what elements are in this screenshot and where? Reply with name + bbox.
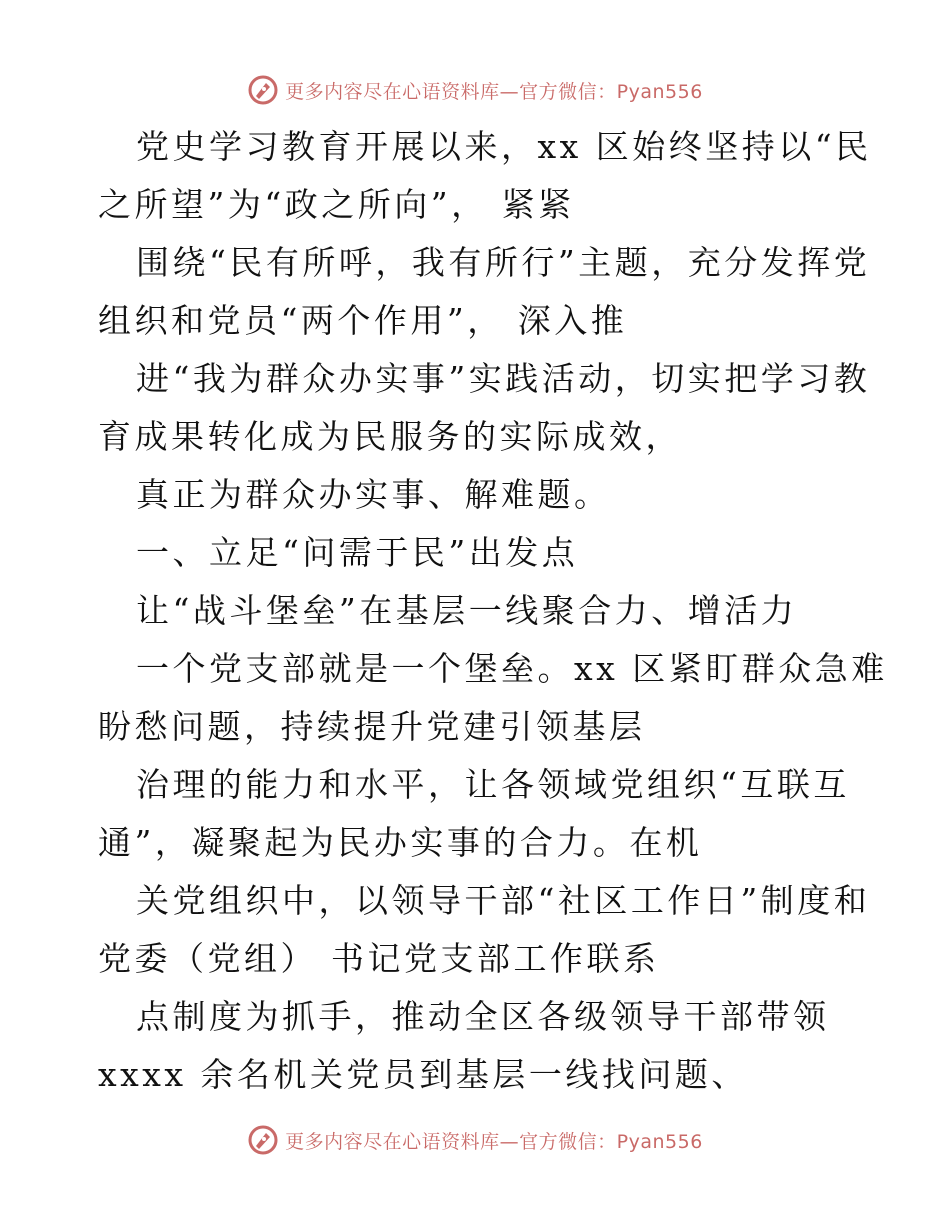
text-line: 治理的能力和水平，让各领域党组织“互联互 — [136, 765, 850, 804]
header-watermark — [0, 70, 950, 110]
text-line: 组织和党员“两个作用”， 深入推 — [98, 301, 628, 340]
text-line: 真正为群众办实事、解难题。 — [136, 475, 611, 514]
text-line: 育成果转化成为民服务的实际成效， — [98, 417, 682, 456]
text-line: 之所望”为“政之所向”， 紧紧 — [98, 185, 575, 224]
text-line: 党史学习教育开展以来，xx 区始终坚持以“民 — [136, 127, 872, 166]
watermark-text: 更多内容尽在心语资料库—官方微信：Pyan556 — [285, 1130, 703, 1153]
text-line: 进“我为群众办实事”实践活动，切实把学习教 — [136, 359, 871, 398]
text-line: 点制度为抓手，推动全区各级领导干部带领 — [136, 997, 830, 1036]
text-line: 盼愁问题，持续提升党建引领基层 — [98, 707, 646, 746]
text-line: 通”，凝聚起为民办实事的合力。在机 — [98, 823, 703, 862]
pen-nib-logo-icon — [247, 1124, 279, 1156]
text-line: 围绕“民有所呼，我有所行”主题，充分发挥党 — [136, 243, 871, 282]
watermark-text: 更多内容尽在心语资料库—官方微信：Pyan556 — [285, 80, 703, 103]
footer-watermark — [0, 1120, 950, 1160]
section-subheading: 让“战斗堡垒”在基层一线聚合力、增活力 — [136, 591, 798, 630]
text-line: 党委（党组） 书记党支部工作联系 — [98, 939, 660, 978]
text-line: 关党组织中，以领导干部“社区工作日”制度和 — [136, 881, 871, 920]
text-line: 一个党支部就是一个堡垒。xx 区紧盯群众急难 — [136, 649, 888, 688]
section-heading: 一、立足“问需于民”出发点 — [136, 533, 579, 572]
pen-nib-logo-icon — [247, 74, 279, 106]
text-line: xxxx 余名机关党员到基层一线找问题、 — [98, 1055, 748, 1094]
